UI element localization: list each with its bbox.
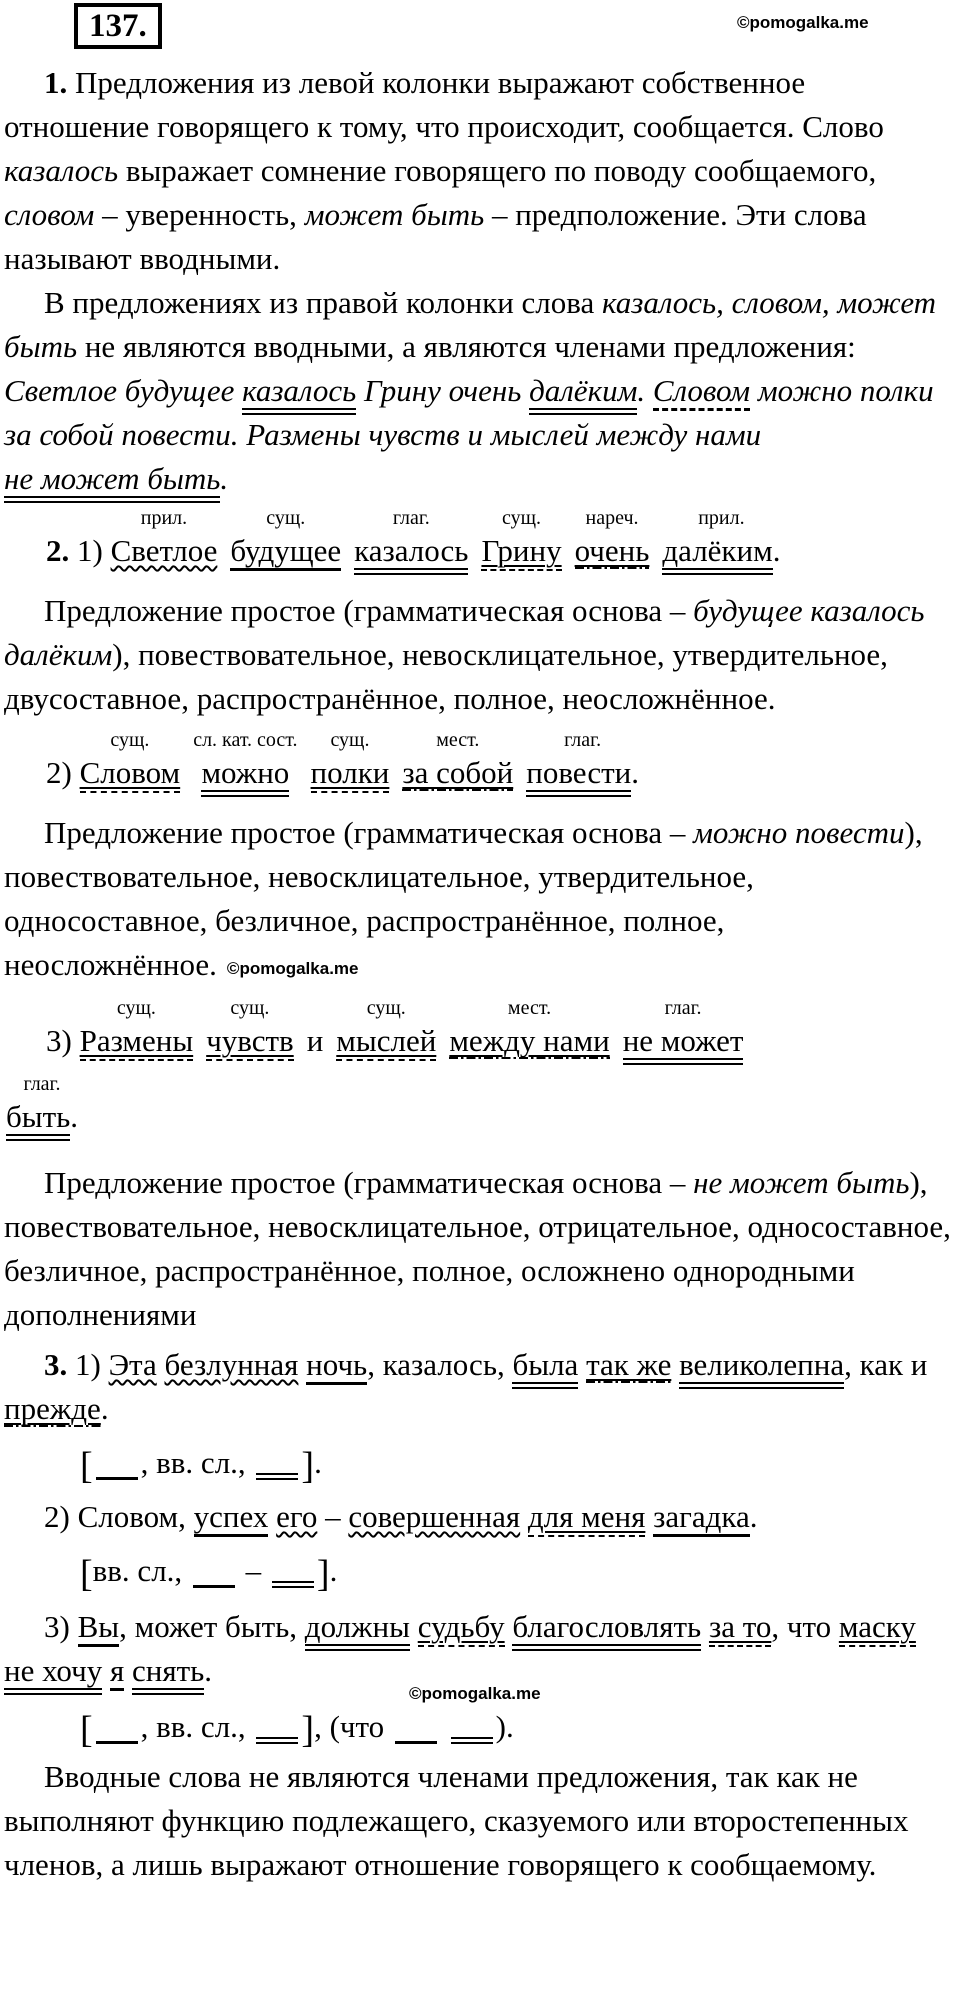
text-run-italic: можно полки за собой повести. Размены чувств и мыслей между нами [4, 373, 934, 452]
bracket-open: [ [80, 1445, 93, 1487]
word-unit [193, 729, 297, 795]
word-subject: будущее [230, 533, 341, 571]
pos-label: сл. кат. сост. [193, 729, 298, 751]
sentence-3-1 [4, 1343, 956, 1431]
word-predicate: благословлять [512, 1609, 701, 1651]
word-predicate: не может быть [4, 461, 220, 503]
punctuation: . [70, 1099, 79, 1134]
word-object: полки [311, 755, 390, 793]
word-attribute: Эта [108, 1347, 157, 1382]
word-subject: я [110, 1653, 124, 1691]
parsed-sentence-2-3-line2 [4, 1073, 956, 1139]
text-run: – [317, 1499, 349, 1534]
word-predicate: далёким [529, 373, 637, 415]
pos-label: сущ. [330, 729, 370, 751]
paragraph-part1-continued [4, 281, 956, 501]
text-run-italic: . [220, 461, 229, 496]
pos-label: сущ. [110, 729, 150, 751]
word-predicate: быть [6, 1099, 70, 1141]
scheme-text: . [505, 1709, 514, 1744]
scheme-text: , (что [314, 1709, 392, 1744]
pos-label: нареч. [585, 507, 639, 529]
text-run-italic: казалось [4, 153, 119, 188]
scheme-text: вв. сл., [92, 1553, 190, 1588]
word-object: Размены [80, 1023, 194, 1061]
word-unit [311, 729, 390, 795]
word-predicate: была [512, 1347, 578, 1389]
bracket-close: ] [316, 1553, 330, 1595]
item-marker: 2) [46, 755, 80, 790]
parsed-sentence-2-2 [4, 729, 956, 795]
scheme-3-2 [4, 1549, 956, 1593]
pos-label: мест. [507, 997, 552, 1019]
punctuation: . [631, 755, 639, 790]
pos-label: сущ. [230, 997, 270, 1019]
word-predicate: казалось [242, 373, 356, 415]
sentence-3-3 [4, 1605, 956, 1693]
text-run [268, 1499, 276, 1534]
text-run-italic: Грину очень [356, 373, 530, 408]
watermark: ©pomogalka.me [409, 1684, 541, 1703]
part-number: 1. [44, 65, 68, 100]
part-number: 3. [44, 1347, 68, 1382]
text-run: ), повествовательное, невосклицательное, отрицательное, односоставное, безличное, распространённое, полное, осложнено однородными дополнениями [4, 1165, 951, 1332]
text-run: Предложение простое (грамматическая основа – [44, 815, 694, 850]
text-run [671, 1347, 679, 1382]
pos-label: прил. [140, 507, 188, 529]
word-attribute: Светлое [110, 533, 218, 568]
blank-predicate [451, 1737, 493, 1744]
pos-label: сущ. [502, 507, 542, 529]
word-object: за то [709, 1609, 771, 1647]
word-unit [80, 997, 194, 1063]
pos-label [307, 997, 324, 1019]
word-unit [80, 729, 181, 795]
word-object: Словом [80, 755, 181, 793]
pos-label: глаг. [564, 729, 602, 751]
word-object: Словом [653, 373, 750, 411]
word-conjunction: и [306, 1023, 324, 1058]
scheme-3-3 [4, 1705, 956, 1749]
punctuation: . [772, 533, 781, 568]
sentence-3-2 [4, 1495, 956, 1539]
paragraph-part1 [4, 61, 956, 281]
word-adverbial: прежде [4, 1391, 101, 1426]
blank-predicate [256, 1737, 298, 1744]
bracket-close: ] [301, 1709, 315, 1751]
word-predicate: повести [526, 755, 631, 797]
scheme-text [440, 1709, 448, 1744]
text-run: ), повествовательное, невосклицательное, утвердительное, двусоставное, распространённое, полное, неосложнённое. [4, 637, 888, 716]
scheme-3-1 [4, 1441, 956, 1485]
blank-subject [96, 1477, 138, 1480]
text-run-italic: будущее казалось далёким [4, 593, 925, 672]
text-run [645, 1499, 653, 1534]
bracket-close: ] [301, 1445, 315, 1487]
conclusion-paragraph [4, 1755, 956, 1887]
text-run [701, 1609, 709, 1644]
text-run: 3) [44, 1609, 78, 1644]
text-run-italic: Светлое будущее [4, 373, 243, 408]
part-number: 2. [46, 533, 70, 568]
word-object: для меня [528, 1499, 645, 1537]
pos-label: сущ. [266, 507, 306, 529]
word-object: Грину [481, 533, 561, 571]
word-unit [662, 507, 780, 573]
word-predicate: казалось [354, 533, 468, 575]
bracket-open: [ [80, 1709, 93, 1751]
word-unit [575, 507, 650, 573]
word-subject: ночь [306, 1347, 367, 1385]
word-predicate: далёким [662, 533, 772, 575]
pos-label: сущ. [366, 997, 406, 1019]
word-predicate: не может [623, 1023, 744, 1065]
text-run-italic: может быть [304, 197, 485, 232]
text-run: В предложениях из правой колонки слова [44, 285, 602, 320]
word-attribute: совершенная [348, 1499, 521, 1534]
text-run: не являются вводными, а являются членами предложения: [77, 329, 856, 364]
text-run: Вводные слова не являются членами предложения, так как не выполняют функцию подлежащего, сказуемого или второстепенных членов, а лишь выражают отношение говорящего к сообщаемому. [4, 1759, 909, 1882]
text-run-italic: не может быть [693, 1165, 910, 1200]
word-unit [336, 997, 436, 1063]
word-unit [402, 729, 513, 795]
text-run: Предложение простое (грамматическая основа – [44, 1165, 694, 1200]
text-run: . [100, 1391, 109, 1426]
bracket-open: [ [80, 1553, 93, 1595]
text-run [102, 1653, 110, 1688]
word-unit [206, 997, 294, 1063]
text-run-italic: казалось, словом, может быть [4, 285, 937, 364]
word-subject: успех [194, 1499, 269, 1537]
pos-label: глаг. [23, 1073, 61, 1095]
scheme-text: , вв. сл., [140, 1445, 254, 1480]
word-predicate: снять [132, 1653, 204, 1695]
word-attribute: его [276, 1499, 318, 1534]
text-run: . [204, 1653, 213, 1688]
word-predicate: не хочу [4, 1653, 102, 1695]
word-predicate: великолепна [679, 1347, 844, 1389]
text-run: ), повествовательное, невосклицательное, утвердительное, односоставное, безличное, распространённое, полное, неосложнённое. [4, 815, 923, 982]
scheme-text: – [237, 1553, 269, 1588]
text-run: Предложение простое (грамматическая основа – [44, 593, 694, 628]
word-adverbial: очень [574, 533, 650, 568]
text-run: Предложения из левой колонки выражают собственное отношение говорящего к тому, что происходит, сообщается. Слово [4, 65, 884, 144]
pos-label: глаг. [392, 507, 430, 529]
word-adverbial: за собой [402, 755, 514, 790]
word-unit [307, 997, 324, 1063]
word-object: чувств [206, 1023, 294, 1061]
text-run [124, 1653, 132, 1688]
word-adverbial: между нами [449, 1023, 610, 1058]
word-predicate: можно [201, 755, 289, 797]
analysis-2-3 [4, 1161, 956, 1337]
text-run: – уверенность, [94, 197, 305, 232]
word-unit [111, 507, 218, 573]
word-unit [354, 507, 468, 573]
exercise-number-box: 137. [74, 3, 162, 49]
item-marker: 3) [46, 1023, 80, 1058]
text-run [410, 1609, 418, 1644]
text-run [578, 1347, 586, 1382]
scheme-text: . [329, 1553, 338, 1588]
word-unit [481, 507, 561, 573]
text-run: 2) Словом, [44, 1499, 194, 1534]
text-run [298, 1347, 306, 1382]
blank-predicate [272, 1581, 314, 1588]
analysis-2-1 [4, 589, 956, 721]
scheme-text: , вв. сл., [140, 1709, 254, 1744]
word-unit [230, 507, 341, 573]
text-run: выражает сомнение говорящего по поводу сообщаемого, [118, 153, 877, 188]
watermark: ©pomogalka.me [737, 13, 869, 32]
blank-predicate [256, 1473, 298, 1480]
word-predicate-nominal: загадка [653, 1499, 750, 1537]
word-object: мыслей [336, 1023, 436, 1061]
pos-label: сущ. [116, 997, 156, 1019]
text-run: 1) [67, 1347, 109, 1382]
text-run: , что [771, 1609, 839, 1644]
scheme-text: . [314, 1445, 322, 1480]
watermark: ©pomogalka.me [226, 959, 359, 978]
word-attribute: безлунная [164, 1347, 299, 1382]
parsed-sentence-2-1 [4, 507, 956, 573]
word-unit [449, 997, 609, 1063]
word-unit [623, 997, 744, 1063]
text-run-italic: . [637, 373, 653, 408]
item-marker: 1) [69, 533, 111, 568]
pos-label: глаг. [664, 997, 702, 1019]
text-run: , казалось, [367, 1347, 513, 1382]
blank-subject [96, 1741, 138, 1744]
parsed-sentence-2-3-line1 [4, 997, 956, 1063]
scheme-text: ) [495, 1709, 506, 1744]
text-run: , может быть, [119, 1609, 305, 1644]
word-unit [526, 729, 639, 795]
text-run: – предположение. Эти слова называют вводными. [4, 197, 867, 276]
word-adverbial: так же [586, 1347, 672, 1382]
word-unit [6, 1073, 78, 1139]
word-predicate: должны [305, 1609, 410, 1651]
word-subject: Вы [78, 1609, 120, 1647]
word-object: судьбу [418, 1609, 505, 1647]
text-run [520, 1499, 528, 1534]
pos-label: прил. [698, 507, 745, 529]
pos-label: мест. [436, 729, 480, 751]
analysis-2-2 [4, 811, 956, 991]
blank-subject [193, 1585, 235, 1588]
word-object: маску [839, 1609, 916, 1647]
text-run: . [749, 1499, 758, 1534]
blank-subject [395, 1741, 437, 1744]
text-run: , как и [844, 1347, 928, 1382]
text-run-italic: можно повести [693, 815, 905, 850]
text-run-italic: словом [4, 197, 95, 232]
